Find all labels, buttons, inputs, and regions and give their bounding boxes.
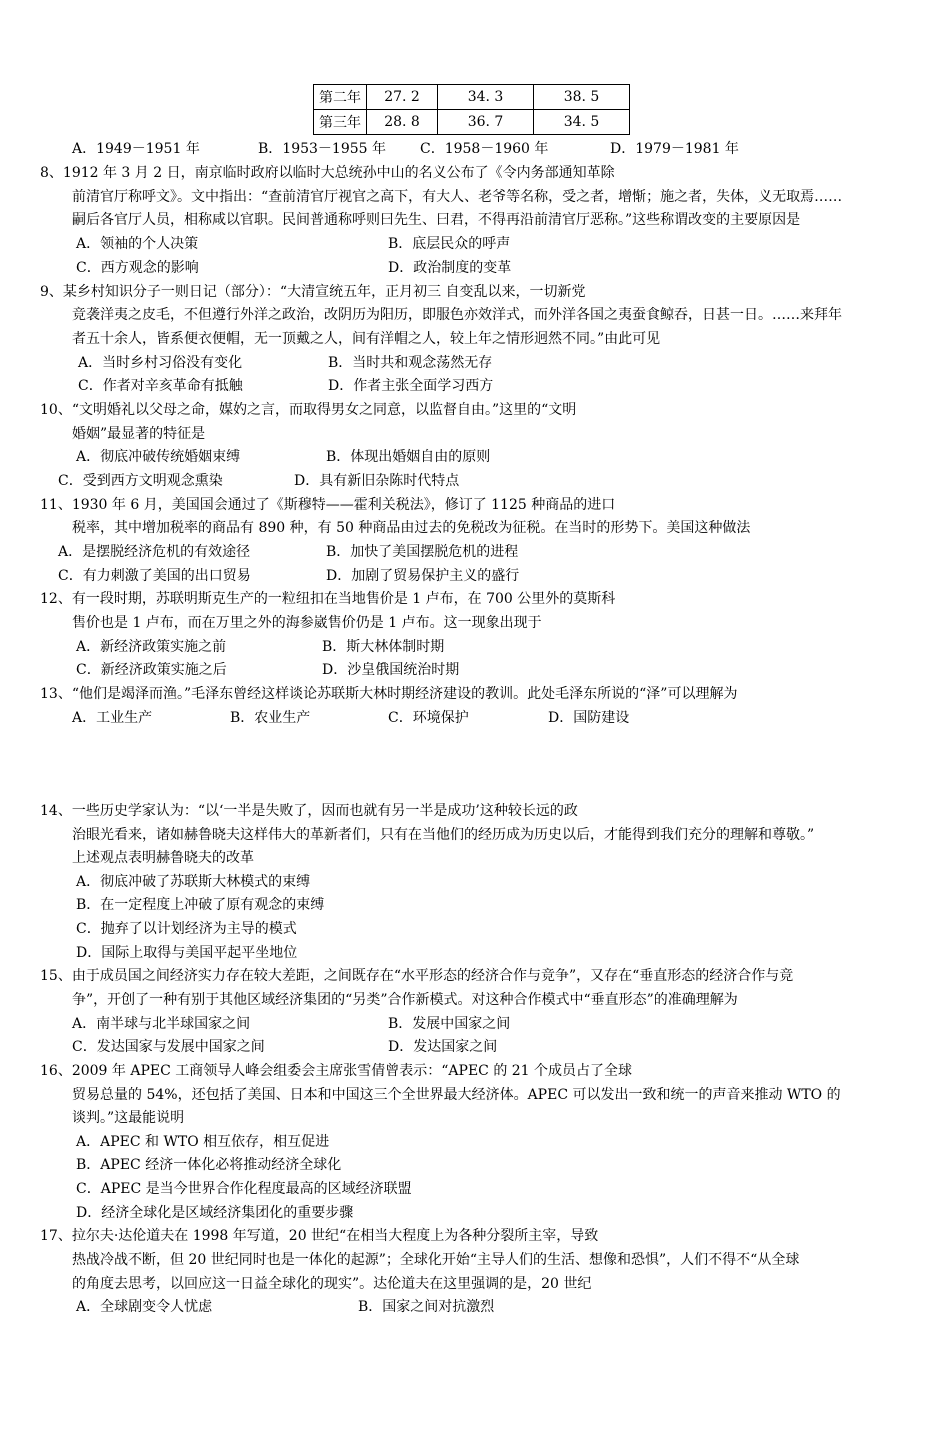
option-d: D．1979－1981 年 [610,141,739,157]
option-c: C．西方观念的影响 [76,260,199,276]
question-text: 税率，其中增加税率的商品有 890 种，有 50 种商品由过去的免税改为征税。在当时的形势下。美国这种做法 [72,520,751,536]
table-cell: 38. 5 [534,85,630,110]
question-stem: 14、一些历史学家认为：“以‘一半是失败了，因而也就有另一半是成功’这种较长远的政 [40,803,578,819]
question-text: 嗣后各官厅人员，相称咸以官职。民间普通称呼则曰先生、曰君，不得再沿前清官厅恶称。”这些称谓改变的主要原因是 [72,212,801,228]
question-text: 贸易总量的 54%，还包括了美国、日本和中国这三个全世界最大经济体。APEC 可以发出一致和统一的声音来推动 WTO 的 [72,1087,841,1103]
option-b: B．底层民众的呼声 [388,236,511,252]
option-a: A．1949－1951 年 [72,141,200,157]
table-cell: 28. 8 [367,110,438,135]
option-a: A．彻底冲破传统婚姻束缚 [76,449,241,465]
question-stem: 10、“文明婚礼以父母之命，媒妁之言，而取得男女之同意，以监督自由。”这里的“文明 [40,402,577,418]
question-stem: 15、由于成员国之间经济实力存在较大差距，之间既存在“水平形态的经济合作与竞争”，又存在“垂直形态的经济合作与竞 [40,968,794,984]
option-b: B．在一定程度上冲破了原有观念的束缚 [76,897,325,913]
question-stem: 9、某乡村知识分子一则日记（部分）：“大清宣统五年，正月初三 自变乱以来，一切新党 [40,284,586,300]
question-text: 者五十余人，皆系便衣便帽，无一顶戴之人，间有洋帽之人，较上年之情形迥然不同。”由此可见 [72,331,661,347]
option-d: D．加剧了贸易保护主义的盛行 [326,568,520,584]
question-text: 上述观点表明赫鲁晓夫的改革 [72,850,254,866]
question-stem: 8、1912 年 3 月 2 日，南京临时政府以临时大总统孙中山的名义公布了《令内务部通知革除 [40,165,615,181]
table-row [314,110,630,135]
question-text: 争”，开创了一种有别于其他区域经济集团的“另类”合作新模式。对这种合作模式中“垂直形态”的准确理解为 [72,992,738,1008]
option-b: B．1953－1955 年 [258,141,386,157]
option-b: B．加快了美国摆脱危机的进程 [326,544,519,560]
question-stem: 13、“他们是竭泽而渔。”毛泽东曾经这样谈论苏联斯大林时期经济建设的教训。此处毛泽东所说的“泽”可以理解为 [40,686,738,702]
option-d: D．作者主张全面学习西方 [328,378,494,394]
option-d: D．具有新旧杂陈时代特点 [294,473,460,489]
table-cell: 第三年 [314,110,367,135]
option-b: B．当时共和观念荡然无存 [328,355,493,371]
option-b: B．国家之间对抗激烈 [358,1299,495,1315]
option-c: C．APEC 是当今世界合作化程度最高的区域经济联盟 [76,1181,412,1197]
question-text: 治眼光看来，诸如赫鲁晓夫这样伟大的革新者们，只有在当他们的经历成为历史以后，才能得到我们充分的理解和尊敬。” [72,827,815,843]
question-text: 热战冷战不断，但 20 世纪同时也是一体化的起源”；全球化开始“主导人们的生活、想像和恐惧”，人们不得不“从全球 [72,1252,800,1268]
option-a: A．是摆脱经济危机的有效途径 [58,544,251,560]
table-cell: 34. 3 [438,85,534,110]
table-cell: 34. 5 [534,110,630,135]
option-a: A．APEC 和 WTO 相互依存，相互促进 [76,1134,330,1150]
option-a: A．当时乡村习俗没有变化 [78,355,243,371]
question-stem: 16、2009 年 APEC 工商领导人峰会组委会主席张雪倩曾表示：“APEC 的 21 个成员占了全球 [40,1063,633,1079]
option-c: C．有力刺激了美国的出口贸易 [58,568,251,584]
option-a: A．彻底冲破了苏联斯大林模式的束缚 [76,874,311,890]
option-c: C．环境保护 [388,710,469,726]
table-row [314,85,630,110]
option-b: B．体现出婚姻自由的原则 [326,449,491,465]
option-b: B．农业生产 [230,710,311,726]
question-text: 的角度去思考，以回应这一日益全球化的现实”。达伦道夫在这里强调的是，20 世纪 [72,1276,592,1292]
option-d: D．沙皇俄国统治时期 [322,662,460,678]
question-stem: 17、拉尔夫·达伦道夫在 1998 年写道，20 世纪“在相当大程度上为各种分裂所主宰，导致 [40,1228,599,1244]
option-b: B．发展中国家之间 [388,1016,511,1032]
option-a: A．新经济政策实施之前 [76,639,227,655]
option-d: D．经济全球化是区域经济集团化的重要步骤 [76,1205,354,1221]
option-c: C．作者对辛亥革命有抵触 [78,378,243,394]
option-c: C．受到西方文明观念熏染 [58,473,223,489]
option-d: D．国际上取得与美国平起平坐地位 [76,945,298,961]
question-text: 谈判。”这最能说明 [72,1110,185,1126]
table-cell: 36. 7 [438,110,534,135]
question-text: 前清官厅称呼文》。文中指出：“查前清官厅视官之高下，有大人、老爷等名称，受之者，增惭；施之者，失体，义无取焉…… [72,189,843,205]
question-stem: 12、有一段时期，苏联明斯克生产的一粒纽扣在当地售价是 1 卢布，在 700 公里外的莫斯科 [40,591,616,607]
option-d: D．国防建设 [548,710,630,726]
option-a: A．全球剧变令人忧虑 [76,1299,213,1315]
question-text: 竞袭洋夷之皮毛，不但遵行外洋之政治，改阴历为阳历，即服色亦效洋式，而外洋各国之夷蚕食鲸吞，日甚一日。……来拜年 [72,307,842,323]
option-d: D．发达国家之间 [388,1039,498,1055]
option-b: B．斯大林体制时期 [322,639,445,655]
option-c: C．1958－1960 年 [420,141,549,157]
table-cell: 第二年 [314,85,367,110]
option-c: C．新经济政策实施之后 [76,662,227,678]
question-text: 售价也是 1 卢布，而在万里之外的海参崴售价仍是 1 卢布。这一现象出现于 [72,615,542,631]
option-a: A．工业生产 [72,710,153,726]
question-text: 婚姻”最显著的特征是 [72,426,206,442]
option-c: C．抛弃了以计划经济为主导的模式 [76,921,297,937]
option-d: D．政治制度的变革 [388,260,512,276]
question-stem: 11、1930 年 6 月，美国国会通过了《斯穆特——霍利关税法》，修订了 1125 种商品的进口 [40,497,616,513]
option-a: A．南半球与北半球国家之间 [72,1016,251,1032]
data-table [313,84,630,135]
option-b: B．APEC 经济一体化必将推动经济全球化 [76,1157,342,1173]
option-c: C．发达国家与发展中国家之间 [72,1039,265,1055]
option-a: A．领袖的个人决策 [76,236,199,252]
table-cell: 27. 2 [367,85,438,110]
